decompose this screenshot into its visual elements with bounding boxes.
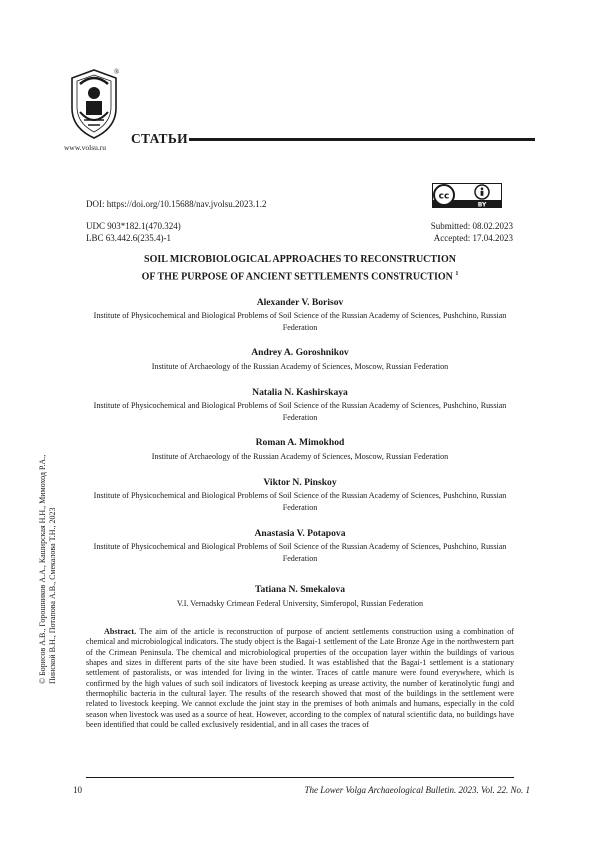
author-affiliation: Institute of Physicochemical and Biological Problems of Soil Science of the Russian Academy of Sciences, Pushchino, Russian Federation (93, 491, 507, 512)
journal-citation: The Lower Volga Archaeological Bulletin. 2023. Vol. 22. No. 1 (304, 785, 530, 795)
title-line-2: OF THE PURPOSE OF ANCIENT SETTLEMENTS CONSTRUCTION (141, 271, 453, 283)
author-name: Andrey A. Goroshnikov (251, 347, 349, 358)
section-rule (189, 138, 535, 141)
page-number: 10 (73, 785, 82, 795)
title-footnote-marker[interactable]: 1 (455, 271, 459, 277)
author-affiliation: Institute of Physicochemical and Biological Problems of Soil Science of the Russian Academy of Sciences, Pushchino, Russian Federation (93, 311, 507, 332)
accepted-date: Accepted: 17.04.2023 (433, 233, 513, 243)
author-name: Viktor N. Pinskoy (263, 477, 337, 488)
title-line-1: SOIL MICROBIOLOGICAL APPROACHES TO RECONSTRUCTION (144, 254, 456, 265)
license-label: BY (477, 201, 487, 208)
section-title: СТАТЬИ (131, 131, 188, 146)
doi-link[interactable]: DOI: https://doi.org/10.15688/nav.jvolsu.2023.1.2 (86, 199, 267, 209)
svg-text:cc: cc (438, 191, 450, 202)
author-name: Roman A. Mimokhod (255, 437, 345, 448)
abstract-label: Abstract. (104, 627, 137, 636)
lbc-code: LBC 63.442.6(235.4)-1 (86, 233, 171, 243)
author-name: Anastasia V. Potapova (254, 528, 346, 539)
submitted-date: Submitted: 08.02.2023 (430, 221, 513, 231)
author-name: Natalia N. Kashirskaya (252, 387, 348, 398)
copyright-line-2: Пинской В.Н., Потапова А.В., Смекалова Т.Н., 2023 (47, 507, 57, 684)
copyright-line-1: © Борисов А.В., Горошников А.А., Каширская Н.Н., Мимоход Р.А., (38, 454, 47, 684)
author-name: Tatiana N. Smekalova (254, 584, 345, 595)
registered-mark: ® (114, 68, 120, 76)
author-affiliation: Institute of Archaeology of the Russian Academy of Sciences, Moscow, Russian Federation (151, 362, 449, 371)
footer-rule (86, 777, 514, 778)
udc-code: UDC 903*182.1(470.324) (86, 221, 181, 231)
article-title (86, 252, 514, 284)
abstract (86, 627, 514, 730)
author-affiliation: Institute of Physicochemical and Biological Problems of Soil Science of the Russian Academy of Sciences, Pushchino, Russian Federation (93, 401, 507, 422)
author-affiliation: Institute of Physicochemical and Biological Problems of Soil Science of the Russian Academy of Sciences, Pushchino, Russian Federation (93, 542, 507, 563)
cc-by-license-icon[interactable] (432, 183, 502, 208)
author-affiliation: V.I. Vernadsky Crimean Federal University, Simferopol, Russian Federation (176, 599, 424, 608)
abstract-text: The aim of the article is reconstruction of purpose of ancient settlements construction using a combination of chemical and microbiological indicators. The study object is the Bagai-1 settlement of the Late Bronze Age in the northwestern part of the Crimean Peninsula. The chemical and microbiological properties of the occupation layer within the buildings of various shapes and sizes in different parts of the site have been studied. It was established that the Bagai-1 settlement is a stationary settlement of pastoralists, or was intended for living in the winter. Traces of cattle manure were found everywhere, which is confirmed by the high values of such soil indicators of livestock keeping as urease activity, the number of keratinolytic fungi and thermophilic bacteria in the cultural layer. The results of the research showed that most of the buildings in the settlement were related to livestock keeping. We cannot exclude the joint stay in the premises of both animals and humans, especially in the cold season when livestock was used as a source of heat. However, according to the complex of natural scientific data, no buildings have been identified that could be called exclusively residential, and in all cases the traces of (86, 627, 514, 730)
website-label: www.volsu.ru (64, 143, 107, 152)
author-affiliation: Institute of Archaeology of the Russian Academy of Sciences, Moscow, Russian Federation (151, 452, 449, 461)
author-name: Alexander V. Borisov (256, 297, 344, 308)
university-logo (66, 68, 122, 140)
side-copyright (38, 424, 57, 684)
